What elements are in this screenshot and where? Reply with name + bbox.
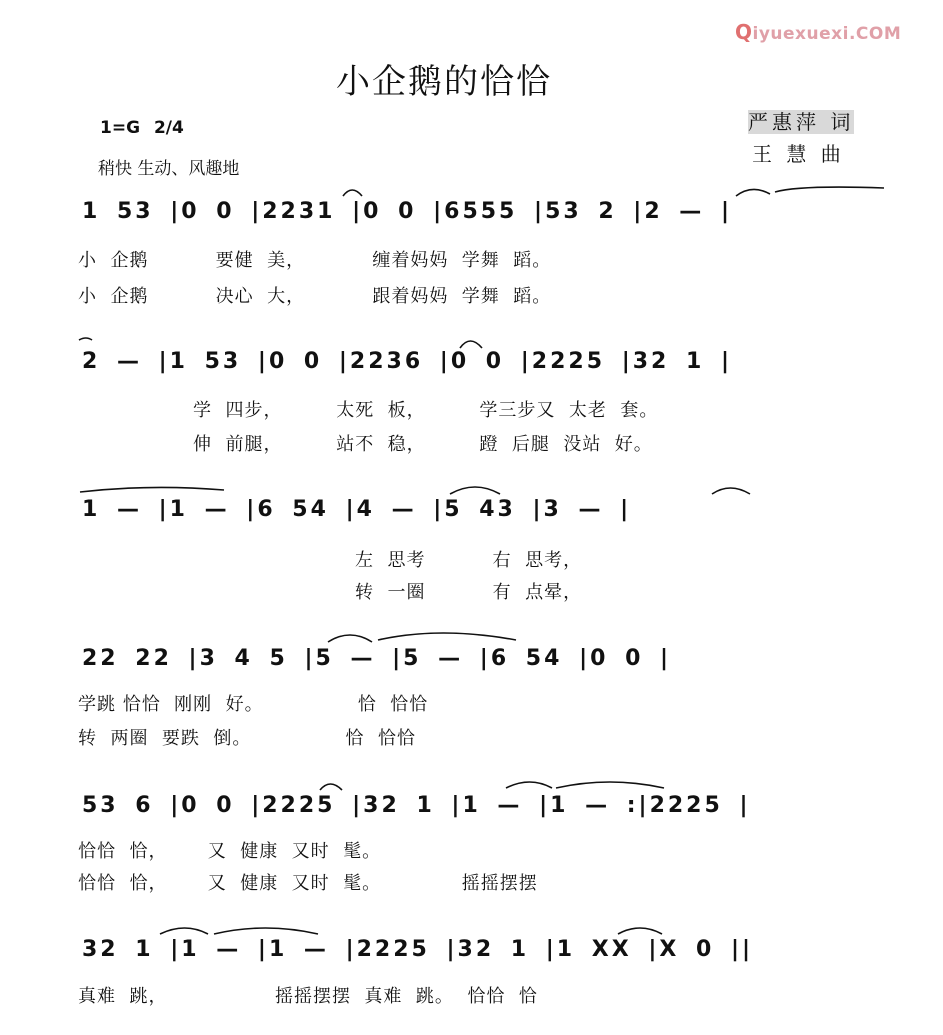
lyricist: 严惠萍 词 <box>748 110 855 134</box>
song-title: 小企鹅的恰恰 <box>336 62 552 102</box>
slur-9 <box>328 635 372 642</box>
notes-system-6: 32 1 |1 — |1 — |2225 |32 1 |1 XX |X 0 || <box>82 937 754 962</box>
slur-10 <box>378 633 516 640</box>
key-text: 1=G <box>100 118 141 138</box>
time-signature: 2/4 <box>153 118 184 138</box>
slur-15 <box>214 928 318 934</box>
tempo-marking: 稍快 生动、风趣地 <box>98 159 240 179</box>
lyrics-2-system-1: 小 企鹅 决心 大， 跟着妈妈 学舞 蹈。 <box>78 286 552 307</box>
slur-6 <box>80 487 224 492</box>
slur-5 <box>460 341 482 348</box>
slur-13 <box>556 782 664 788</box>
composer-credit: 王 慧 曲 <box>752 142 845 166</box>
lyrics-2-system-2: 伸 前腿， 站不 稳， 蹬 后腿 没站 好。 <box>193 434 653 455</box>
slur-1 <box>343 190 362 196</box>
notes-system-5: 53 6 |0 0 |2225 |32 1 |1 — |1 — :|2225 | <box>82 793 751 818</box>
lyrics-1-system-3: 左 思考 右 思考， <box>355 550 583 571</box>
lyrics-1-system-2: 学 四步， 太死 板， 学三步又 太老 套。 <box>193 400 659 421</box>
slur-8 <box>712 488 750 494</box>
lyrics-1-system-6: 真难 跳， 摇摇摆摆 真难 跳。 恰恰 恰 <box>78 986 538 1007</box>
slur-16 <box>618 928 662 934</box>
lyrics-1-system-5: 恰恰 恰， 又 健康 又时 髦。 <box>78 841 382 862</box>
slur-14 <box>160 928 208 934</box>
lyrics-1-system-4: 学跳 恰恰 刚刚 好。 恰 恰恰 <box>78 694 429 715</box>
notes-system-2: 2 — |1 53 |0 0 |2236 |0 0 |2225 |32 1 | <box>82 349 733 374</box>
slur-3 <box>775 187 884 192</box>
lyrics-2-system-5: 恰恰 恰， 又 健康 又时 髦。 摇摇摆摆 <box>78 873 538 894</box>
lyrics-2-system-3: 转 一圈 有 点晕， <box>355 582 583 603</box>
watermark-logo: Q <box>735 20 753 44</box>
notes-system-3: 1 — |1 — |6 54 |4 — |5 43 |3 — | <box>82 497 632 522</box>
lyrics-2-system-4: 转 两圈 要跌 倒。 恰 恰恰 <box>78 728 416 749</box>
watermark-text: iyuexuexi.COM <box>752 24 902 44</box>
notes-system-4: 22 22 |3 4 5 |5 — |5 — |6 54 |0 0 | <box>82 646 672 671</box>
notes-system-1: 1 53 |0 0 |2231 |0 0 |6555 |53 2 |2 — | <box>82 199 733 224</box>
slur-2 <box>736 189 770 196</box>
slur-4 <box>79 338 92 340</box>
lyrics-1-system-1: 小 企鹅 要健 美， 缠着妈妈 学舞 蹈。 <box>78 250 552 271</box>
slur-7 <box>450 487 500 494</box>
slur-11 <box>320 784 342 790</box>
slur-12 <box>506 782 552 788</box>
